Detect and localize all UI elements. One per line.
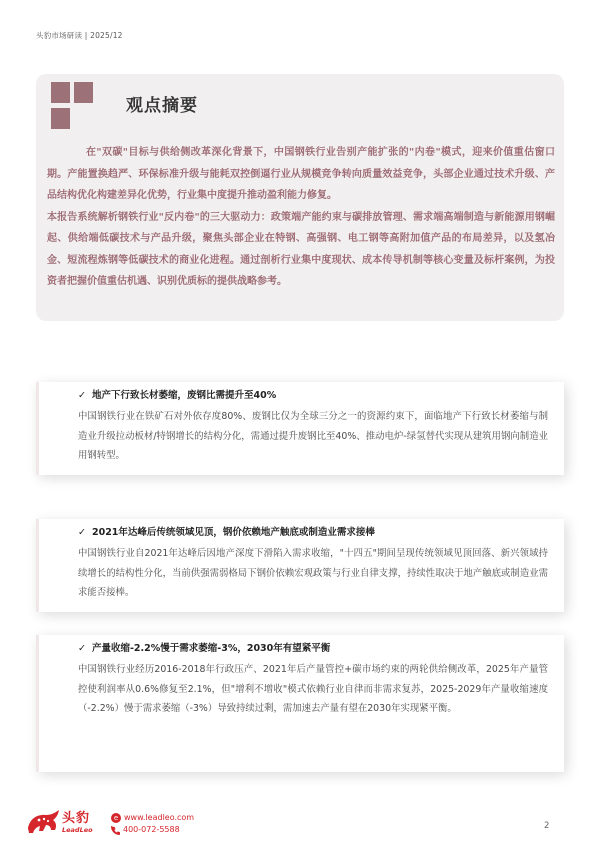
card-title <box>78 524 375 538</box>
decor-square-icon <box>51 82 70 103</box>
leopard-logo-icon <box>26 806 62 840</box>
phone-icon <box>111 826 120 835</box>
check-icon: ✓ <box>78 527 86 538</box>
website-row[interactable] <box>111 812 194 824</box>
insight-card <box>36 635 564 772</box>
check-icon: ✓ <box>78 643 86 654</box>
contact-info <box>111 812 194 836</box>
card-title <box>78 640 330 654</box>
card-title <box>78 387 276 401</box>
decor-square-icon <box>51 108 70 129</box>
card-accent-bar <box>36 382 39 475</box>
check-icon: ✓ <box>78 390 86 401</box>
card-accent-bar <box>36 635 39 772</box>
summary-paragraph: 在"双碳"目标与供给侧改革深化背景下，中国钢铁行业告别产能扩张的"内卷"模式，迎来价值重估窗口期。产能置换趋严、环保标准升级与能耗双控倒逼行业从规模竞争转向质量效益竞争，头部企业通过技术升级、产品结构优化构建差异化优势，行业集中度提升推动盈利能力修复。 <box>47 147 555 201</box>
brand-logo[interactable] <box>26 806 106 840</box>
page-number: 2 <box>544 821 550 831</box>
logo-name-cn: 头豹 <box>62 811 91 826</box>
summary-box <box>36 74 564 321</box>
insight-card <box>36 519 564 612</box>
web-icon: e <box>111 813 121 823</box>
card-body: 中国钢铁行业自2021年达峰后因地产深度下滑陷入需求收缩，"十四五"期间呈现传统领域见顶回落、新兴领域持续增长的结构性分化，当前供强需弱格局下钢价依赖宏观政策与行业自律支撑，持续性取决于地产触底或制造业需求能否接棒。 <box>78 548 548 598</box>
card-body: 中国钢铁行业经历2016-2018年行政压产、2021年后产量管控+碳市场约束的两轮供给侧改革，2025年产量管控使利润率从0.6%修复至2.1%，但"增利不增收"模式依赖行业自律而非需求复苏，2025-2029年产量收缩速度（-2.2%）慢于需求萎缩（-3%）导致持续过剩，需加速去产量有望在2030年实现紧平衡。 <box>78 664 548 714</box>
page-header: 头豹市场研读 | 2025/12 <box>36 31 123 40</box>
phone-row <box>111 824 194 836</box>
summary-body <box>47 142 555 293</box>
card-body: 中国钢铁行业在铁矿石对外依存度80%、废钢比仅为全球三分之一的资源约束下，面临地产下行致长材萎缩与制造业升级拉动板材/特钢增长的结构分化，需通过提升废钢比至40%、推动电炉-绿氢替代实现从建筑用钢向制造业用钢转型。 <box>78 411 548 461</box>
phone-number: 400-072-5588 <box>123 825 180 834</box>
website-link[interactable]: www.leadleo.com <box>124 813 195 822</box>
card-title-text: 地产下行致长材萎缩，废钢比需提升至40% <box>91 390 277 401</box>
summary-title: 观点摘要 <box>126 96 198 116</box>
card-title-text: 2021年达峰后传统领域见顶，钢价依赖地产触底或制造业需求接棒 <box>91 527 375 538</box>
card-accent-bar <box>36 519 39 612</box>
summary-paragraph: 本报告系统解析钢铁行业"反内卷"的三大驱动力：政策端产能约束与碳排放管理、需求端高端制造与新能源用钢崛起、供给端低碳技术与产品升级，聚焦头部企业在特钢、高强钢、电工钢等高附加值产品的布局差异，以及氢冶金、短流程炼钢等低碳技术的商业化进程。通过剖析行业集中度现状、成本传导机制等核心变量及标杆案例，为投资者把握价值重估机遇、识别优质标的提供战略参考。 <box>47 211 555 287</box>
logo-name-en: LeadLeo <box>62 826 93 834</box>
card-title-text: 产量收缩-2.2%慢于需求萎缩-3%，2030年有望紧平衡 <box>91 643 331 654</box>
decor-square-icon <box>74 82 93 103</box>
insight-card <box>36 382 564 475</box>
